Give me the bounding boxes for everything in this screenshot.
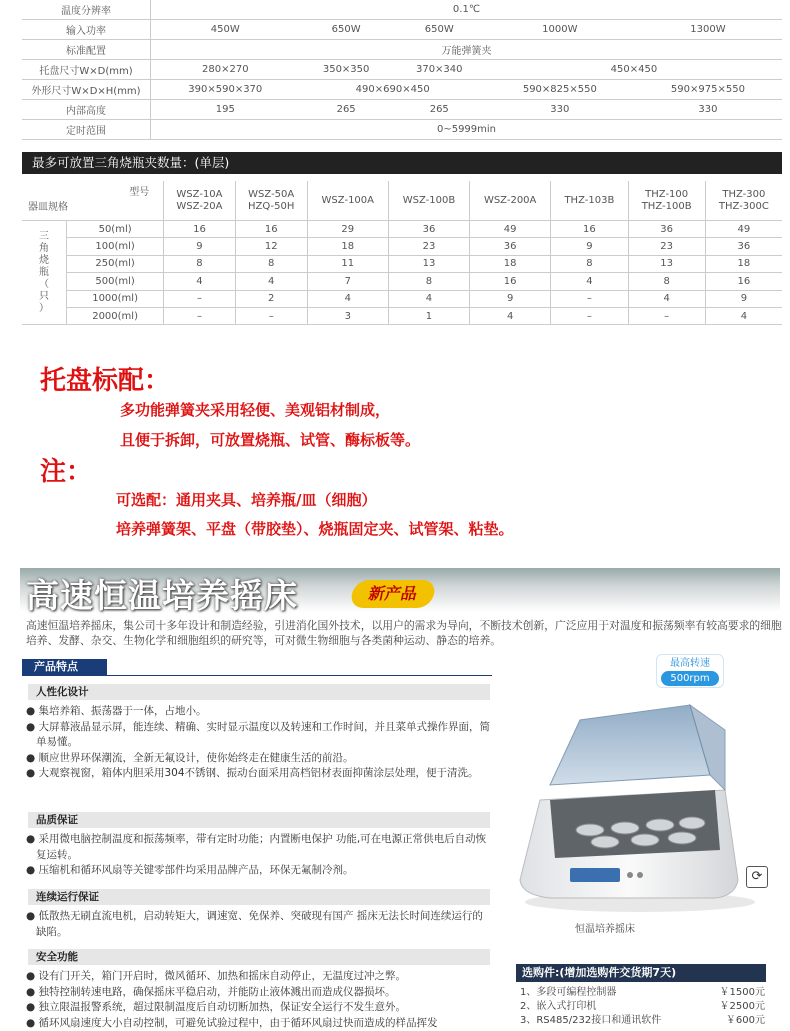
spec-row <box>22 80 782 100</box>
product-intro: 高速恒温培养摇床，集公司十多年设计和制造经验，引进消化国外技术，以用户的需求为导向，不断技术创新，广泛应用于对温度和振荡频率有较高要求的细胞培养、发酵、杂交、生物化学和细胞组织的研究等，可对微生物细胞与各类菌种运动、静态的培养。 <box>26 618 782 648</box>
spec-cell: 650W <box>300 20 393 40</box>
flask-value: – <box>164 290 236 307</box>
spec-cell: 330 <box>634 100 782 120</box>
flask-row <box>22 238 782 255</box>
spec-cell: 265 <box>393 100 486 120</box>
max-speed-label: 最高转速 <box>657 656 723 671</box>
tray-line1: 多功能弹簧夹采用轻便、美观铝材制成， <box>120 399 390 420</box>
flask-value: 12 <box>235 238 307 255</box>
feature-item: ● 低散热无刷直流电机，启动转矩大，调速宽、免保养、突破现有国产 摇床无法长时间连续运行的缺陷。 <box>26 909 492 940</box>
flask-header-row <box>22 181 782 221</box>
flask-value: 9 <box>705 290 782 307</box>
image-caption: 恒温培养摇床 <box>575 920 635 935</box>
flask-value: 3 <box>307 307 388 324</box>
feature-item: ● 独立限温报警系统，超过限制温度后自动切断加热，保证安全运行不发生意外。 <box>26 1000 492 1016</box>
feature-item: ● 集培养箱、振荡器于一体，占地小。 <box>26 704 492 720</box>
flask-section-title: 最多可放置三角烧瓶夹数量：(单层) <box>22 152 782 174</box>
flask-value: 16 <box>470 273 551 290</box>
flask-value: 4 <box>235 273 307 290</box>
flask-value: 18 <box>307 238 388 255</box>
spec-table <box>22 0 782 140</box>
flask-row <box>22 255 782 272</box>
spec-row <box>22 60 782 80</box>
flask-model-header: WSZ-100A <box>307 181 388 221</box>
flask-value: 4 <box>470 307 551 324</box>
spec-row <box>22 40 782 60</box>
spec-cell: 350×350 <box>300 60 393 80</box>
flask-value: – <box>551 290 628 307</box>
flask-row <box>22 273 782 290</box>
spec-row <box>22 120 782 140</box>
features-tab: 产品特点 <box>22 659 107 675</box>
flask-value: 23 <box>388 238 469 255</box>
flask-value: 18 <box>470 255 551 272</box>
flask-value: 9 <box>551 238 628 255</box>
flask-value: 16 <box>164 221 236 238</box>
feature-list <box>26 704 492 782</box>
flask-value: 49 <box>705 221 782 238</box>
flask-value: 18 <box>705 255 782 272</box>
flask-size: 2000(ml) <box>67 307 164 324</box>
flask-row <box>22 290 782 307</box>
feature-section-title: 人性化设计 <box>28 684 490 700</box>
spec-cell: 590×825×550 <box>486 80 634 100</box>
flask-model-header: WSZ-100B <box>388 181 469 221</box>
flask-value: – <box>628 307 705 324</box>
feature-item: ● 大观察视窗，箱体内胆采用304不锈钢、振动台面采用高档铝材表面抑菌涂层处理，便于清洗。 <box>26 766 492 782</box>
flask-value: 9 <box>164 238 236 255</box>
flask-model-header: THZ-103B <box>551 181 628 221</box>
new-product-badge: 新产品 <box>349 580 437 608</box>
spec-cell: 1000W <box>486 20 634 40</box>
flask-model-header: WSZ-10A WSZ-20A <box>164 181 236 221</box>
flask-table <box>22 181 782 325</box>
spec-cell: 0.1℃ <box>151 0 783 20</box>
flask-value: 8 <box>628 273 705 290</box>
flask-size: 250(ml) <box>67 255 164 272</box>
spec-label: 标准配置 <box>22 40 151 60</box>
feature-list <box>26 832 492 879</box>
option-name: 1、多段可编程控制器 <box>520 986 616 1000</box>
feature-item: ● 循环风扇速度大小自动控制，可避免试验过程中，由于循环风扇过快而造成的样品挥发 <box>26 1016 492 1031</box>
flask-side-label: 三 角 烧 瓶 （ 只 ） <box>22 221 67 325</box>
option-item <box>520 986 765 1000</box>
feature-item: ● 顺应世界环保潮流，全新无氟设计，使你始终走在健康生活的前沿。 <box>26 751 492 767</box>
spec-cell: 195 <box>151 100 300 120</box>
tray-line2: 且便于拆卸，可放置烧瓶、试管、酶标板等。 <box>120 429 420 450</box>
spec-row <box>22 100 782 120</box>
feature-section-title: 安全功能 <box>28 949 490 965</box>
flask-value: 8 <box>235 255 307 272</box>
spec-label: 定时范围 <box>22 120 151 140</box>
spec-cell: 280×270 <box>151 60 300 80</box>
flask-model-header: THZ-300 THZ-300C <box>705 181 782 221</box>
spec-cell: 390×590×370 <box>151 80 300 100</box>
feature-list <box>26 909 492 940</box>
flask-value: 1 <box>388 307 469 324</box>
flask-value: 16 <box>235 221 307 238</box>
flask-value: 29 <box>307 221 388 238</box>
feature-section-title: 品质保证 <box>28 812 490 828</box>
option-item <box>520 1000 765 1014</box>
spec-cell: 330 <box>486 100 634 120</box>
flask-size: 100(ml) <box>67 238 164 255</box>
options-title: 选购件:(增加选购件交货期7天) <box>516 964 766 982</box>
flask-size: 1000(ml) <box>67 290 164 307</box>
shaker-illustration <box>510 690 780 915</box>
flask-value: – <box>551 307 628 324</box>
spec-cell: 450×450 <box>486 60 782 80</box>
tray-title: 托盘标配： <box>40 360 170 397</box>
feature-list <box>26 969 492 1031</box>
rotate-icon[interactable]: ⟳ <box>746 866 768 888</box>
flask-value: 4 <box>551 273 628 290</box>
spec-cell: 0~5999min <box>151 120 783 140</box>
flask-size: 500(ml) <box>67 273 164 290</box>
flask-size: 50(ml) <box>67 221 164 238</box>
note-title: 注： <box>40 451 92 488</box>
option-item <box>520 1014 765 1028</box>
spec-row <box>22 20 782 40</box>
options-list <box>520 986 765 1028</box>
spec-cell: 490×690×450 <box>300 80 486 100</box>
corner-spec: 器皿规格 <box>28 202 68 214</box>
feature-item: ● 设有门开关，箱门开启时，微风循环、加热和摇床自动停止，无温度过冲之弊。 <box>26 969 492 985</box>
note-line2: 培养弹簧架、平盘（带胶垫）、烧瓶固定夹、试管架、粘垫。 <box>116 518 514 539</box>
feature-item: ● 独特控制转速电路，确保摇床平稳启动，并能防止液体溅出而造成仪器损坏。 <box>26 985 492 1001</box>
flask-model-header: WSZ-200A <box>470 181 551 221</box>
flask-value: 36 <box>388 221 469 238</box>
spec-cell: 265 <box>300 100 393 120</box>
product-title: 高速恒温培养摇床 <box>26 570 298 617</box>
option-name: 3、RS485/232接口和通讯软件 <box>520 1014 661 1028</box>
flask-value: – <box>235 307 307 324</box>
spec-label: 温度分辨率 <box>22 0 151 20</box>
flask-value: 4 <box>628 290 705 307</box>
spec-cell: 450W <box>151 20 300 40</box>
flask-value: 9 <box>470 290 551 307</box>
flask-value: 8 <box>551 255 628 272</box>
note-line1: 可选配：通用夹具、培养瓶/皿（细胞） <box>116 489 376 510</box>
flask-value: 4 <box>307 290 388 307</box>
flask-value: 13 <box>388 255 469 272</box>
flask-model-header: WSZ-50A HZQ-50H <box>235 181 307 221</box>
flask-value: 16 <box>705 273 782 290</box>
flask-value: 36 <box>705 238 782 255</box>
flask-value: 36 <box>470 238 551 255</box>
option-price: ￥2500元 <box>720 1000 765 1014</box>
option-price: ￥1500元 <box>720 986 765 1000</box>
flask-value: 8 <box>388 273 469 290</box>
spec-label: 外形尺寸W×D×H(mm) <box>22 80 151 100</box>
flask-value: 4 <box>705 307 782 324</box>
corner-model: 型号 <box>129 187 149 199</box>
option-price: ￥600元 <box>726 1014 765 1028</box>
spec-label: 托盘尺寸W×D(mm) <box>22 60 151 80</box>
option-name: 2、嵌入式打印机 <box>520 1000 596 1014</box>
spec-cell: 万能弹簧夹 <box>151 40 783 60</box>
max-speed-badge <box>656 654 724 688</box>
feature-section-title: 连续运行保证 <box>28 889 490 905</box>
flask-value: 7 <box>307 273 388 290</box>
flask-value: 13 <box>628 255 705 272</box>
feature-item: ● 采用微电脑控制温度和振荡频率，带有定时功能；内置断电保护 功能,可在电源正常供电后自动恢复运转。 <box>26 832 492 863</box>
flask-value: 4 <box>388 290 469 307</box>
flask-value: 8 <box>164 255 236 272</box>
spec-row <box>22 0 782 20</box>
feature-item: ● 大屏幕液晶显示屏，能连续、精确、实时显示温度以及转速和工作时间，并且菜单式操作界面，简单易懂。 <box>26 720 492 751</box>
max-speed-value: 500rpm <box>661 671 719 686</box>
flask-value: 16 <box>551 221 628 238</box>
spec-cell: 1300W <box>634 20 782 40</box>
flask-row <box>22 221 782 238</box>
flask-value: 11 <box>307 255 388 272</box>
feature-item: ● 压缩机和循环风扇等关键零部件均采用品牌产品，环保无氟制冷剂。 <box>26 863 492 879</box>
flask-value: 4 <box>164 273 236 290</box>
flask-value: 2 <box>235 290 307 307</box>
flask-row <box>22 307 782 324</box>
spec-label: 内部高度 <box>22 100 151 120</box>
flask-value: 49 <box>470 221 551 238</box>
spec-label: 输入功率 <box>22 20 151 40</box>
flask-model-header: THZ-100 THZ-100B <box>628 181 705 221</box>
flask-value: 36 <box>628 221 705 238</box>
flask-value: 23 <box>628 238 705 255</box>
spec-cell: 370×340 <box>393 60 486 80</box>
spec-cell: 590×975×550 <box>634 80 782 100</box>
spec-cell: 650W <box>393 20 486 40</box>
flask-value: – <box>164 307 236 324</box>
flask-corner-cell <box>22 181 164 221</box>
